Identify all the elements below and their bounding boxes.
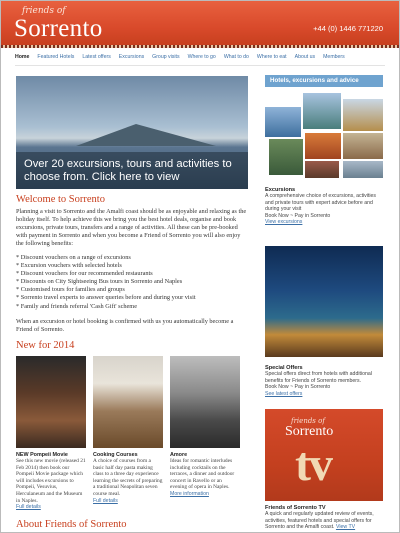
collage-photo [305,133,341,159]
collage-photo [303,93,341,129]
card-cooking [93,356,163,504]
hero-caption-bar [16,152,248,189]
tv-text-body: A quick and regularly updated review of events, activities, featured hotels and special offers for Sorrento and the Amalfi coast. [265,511,374,531]
sidebar-special-offers [265,365,383,397]
sorrento-tv-graphic[interactable] [265,409,383,501]
view-tv-link[interactable]: View TV [335,524,356,531]
card-description: Ideas for romantic interludes including cocktails on the terraces, a dinner and outdoor concert in Ravello or an evening of opera in Naples. [170,458,235,491]
card-link[interactable]: More information [170,490,209,497]
list-item: * Sorrento travel experts to answer queries before and during your visit [16,294,196,302]
header-trim [1,45,399,48]
collage-photo [343,161,383,178]
card-description: See this new movie (released 21 Feb 2014) then book our Pompeii Movie package which will includes excursions to Pompeii, Vesuvius, Herculaneum and the Museum in Naples. [16,458,86,504]
offers-title: Special Offers [265,365,303,371]
nav-what-to-do[interactable]: What to do [223,54,249,60]
amore-image[interactable] [170,356,240,448]
nav-divider [15,65,385,66]
about-heading: About Friends of Sorrento [16,519,127,530]
tv-graphic-tv-text: tv [295,438,331,491]
tv-title: Friends of Sorrento TV [265,505,326,511]
logo-text[interactable]: Sorrento [14,15,103,42]
cooking-image[interactable] [93,356,163,448]
card-link[interactable]: Full details [93,497,118,504]
card-title: NEW Pompeii Movie [16,452,68,458]
nav-members[interactable]: Members [323,54,345,60]
nav-excursions[interactable]: Excursions [118,54,145,60]
excursions-book-note: Book Now ~ Pay in Sorrento [265,212,331,219]
vesuvius-image [76,124,216,146]
site-header [1,1,399,45]
card-amore [170,356,240,497]
new-for-2014-heading: New for 2014 [16,340,75,351]
membership-note: When an excursion or hotel booking is confirmed with us you automatically become a Friend of Sorrento. [16,318,234,334]
list-item: * Discounts on City Sightseeing Bus tours in Sorrento and Naples [16,278,183,286]
collage-photo [343,133,383,159]
nav-featured-hotels[interactable]: Featured Hotels [37,54,75,60]
list-item: * Excursion vouchers with selected hotels [16,262,122,270]
list-item: * Discount vouchers for our recommended restaurants [16,270,153,278]
nav-where-to-go[interactable]: Where to go [187,54,216,60]
tv-graphic-small-text: friends of [291,417,325,425]
card-title: Amore [170,452,188,458]
phone-number: +44 (0) 1446 771220 [313,24,383,33]
sidebar-excursions [265,187,383,225]
logo-small-text[interactable]: friends of [22,6,66,16]
collage-photo [269,139,303,175]
welcome-heading: Welcome to Sorrento [16,194,105,205]
card-description: A choice of courses from a basic half day pasta making class to a three day experience learning the secrets of preparing a traditional Neapolitan seven course meal. [93,458,163,497]
list-item: * Family and friends referral 'Cash Gift' scheme [16,302,137,310]
latest-offers-link[interactable]: See latest offers [265,390,303,397]
nav-where-to-eat[interactable]: Where to eat [256,54,287,60]
hero-banner[interactable] [16,76,248,189]
tv-graphic-logo-text: Sorrento [285,424,334,439]
benefits-list [16,254,248,311]
list-item: * Discount vouchers on a range of excursions [16,254,131,261]
view-excursions-link[interactable]: View excursions [265,219,303,226]
card-link[interactable]: Full details [16,504,41,511]
nav-home[interactable]: Home [15,54,30,60]
collage-photo [265,107,301,137]
offers-text: Special offers direct from hotels with additional benefits for Friends of Sorrento members. [265,371,372,384]
tv-text [265,511,383,531]
sidebar-banner [265,75,383,87]
offers-book-note: Book Now ~ Pay in Sorrento [265,384,331,391]
collage-photo [305,161,339,178]
sidebar-banner-label: Hotels, excursions and advice [270,77,359,84]
excursions-title: Excursions [265,187,296,193]
sidebar-tv [265,505,383,531]
welcome-intro: Planning a visit to Sorrento and the Amalfi coast should be as enjoyable and relaxing as the holiday itself. To help achieve this we bring you the best hotel deals, organise and book excursions, private tours, transfers and a range of activities. All these can be pre-booked with payment in Sorrento and when you become a Friend of Sorrento you will also enjoy the following benefits: [16,208,247,248]
pompeii-image[interactable] [16,356,86,448]
nav-group-visits[interactable]: Group visits [152,54,180,60]
collage-photo [343,99,383,131]
special-offers-image[interactable] [265,246,383,357]
card-title: Cooking Courses [93,452,138,458]
hero-caption[interactable]: Over 20 excursions, tours and activities to choose from. Click here to view [24,158,232,183]
excursions-collage[interactable] [265,93,383,178]
nav-latest-offers[interactable]: Latest offers [82,54,111,60]
list-item: * Customised tours for families and groups [16,286,125,294]
nav-about-us[interactable]: About us [294,54,316,60]
card-pompeii [16,356,86,510]
excursions-text: A comprehensive choice of excursions, activities and private tours with expert advice before and during your visit [265,193,377,213]
